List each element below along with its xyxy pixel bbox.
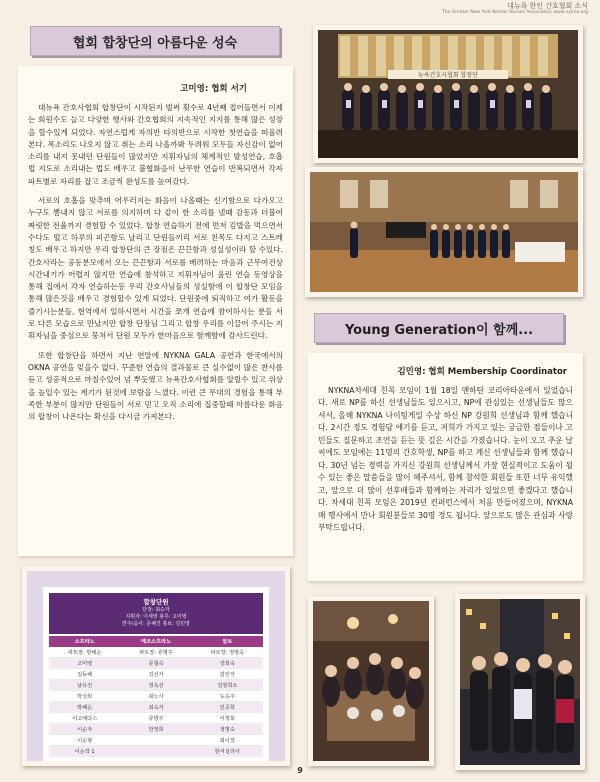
table-row — [49, 746, 263, 757]
masthead-subtitle: The Greater New York Korean Nurses Association www.nykna.org — [441, 10, 588, 15]
program-line: 지휘자: 이세영 총무: 고미영 — [125, 614, 187, 621]
table-row — [49, 647, 263, 658]
table-header: 알토 — [192, 636, 263, 647]
table-cell: 박혜순 — [49, 702, 120, 713]
table-row — [49, 724, 263, 735]
table-cell: 고미영 — [49, 658, 120, 669]
table-cell: 파트장: 방해순 — [49, 647, 120, 658]
page-number: 9 — [297, 766, 303, 775]
table-cell: 강희숙 — [192, 658, 263, 669]
article1-card — [18, 66, 293, 556]
article2-card — [308, 353, 583, 581]
program-parts-table — [49, 636, 263, 757]
choir-program-image — [22, 566, 290, 766]
group-dinner-photo — [308, 596, 434, 766]
table-header: 소프라노 — [49, 636, 120, 647]
table-cell: 류명주 — [120, 713, 191, 724]
table-cell: 정명숙 — [192, 724, 263, 735]
article2-title: Young Generation이 함께... — [314, 313, 564, 343]
article2-paragraph: NYKNA차세대 친목 모임이 1월 18일 맨하탄 코리아타운에서 있었습니다. 새로 NP를 하신 선생님들도 있으시고, NP에 관심있는 선생님들도 많으셔서, 올해 NYKNA 나이팅게일 수상 하신 NP 강원희 선생님과 함께 했습니다. 2시간 정도 경험담 얘기를 듣고, 저희가 가지고 있는 궁금한 점들이나 고민들도 질문하고 조언을 듣는 뜻 깊은 시간을 가졌습니다. 눈이 오고 추운 날씨에도 모임에는 11명의 간호학생, NP를 하고 계신 선생님들과 함께 했습니다. 30년 넘는 경력을 가지신 강원희 선생님께서 가장 현실적이고 도움이 될 수 있는 좋은 말씀들을 많이 해주셔서, 함께 참석한 회원들 또한 너무 유익했고, 앞으로 더 많이 선후배들과 함께하는 자리가 있었으면 좋겠다고 했습니다. 차세대 친목 모임은 2019년 컨퍼런스에서 처음 만들어졌으며, NYKNA 매 행사에서 만나 회원분들로 30명 정도 됩니다. 앞으로도 많은 관심과 사랑 부탁드립니다. — [318, 386, 573, 533]
group-dinner-illustration — [313, 601, 429, 761]
table-cell: 김인자 — [192, 669, 263, 680]
group-street-illustration — [460, 599, 580, 765]
choir-program — [43, 587, 269, 761]
table-cell: 정옥선 — [120, 680, 191, 691]
choir-hall-illustration — [310, 172, 578, 292]
table-cell: 남유진 — [49, 680, 120, 691]
article1-paragraph: 또한 합창단을 하면서 지난 연말에 NYKNA GALA 공연과 한국에서의 OKNA 공연을 잊을수 없다. 꾸준한 연습의 결과물로 큰 실수없이 많은 찬사를 듣고 성공적으로 마칠수있어 넘 뿌듯했고 뉴욕간호사협회를 알릴수 있고 위상을 높일수 있는 계기가 된것에 보람을 느꼈다. 이런 큰 무대의 경험을 통해 부족한 부분이 많지만 단원들이 서로 믿고 오직 소리에 집중할때 아름다운 화음의 합창이 나온다는 확신을 다시금 가져본다. — [28, 350, 283, 422]
table-cell: 이정희 — [192, 713, 263, 724]
article1-paragraph: 서로의 호흡을 맞추며 어우러지는 화음이 나올때는 신기함으로 다가오고 누구도 뽐내지 않고 서로를 의지하며 다 같이 한 소리를 낼때 감동과 더불어 짜릿한 전율까지 경험할 수 있었다. 합창 연습하기 전에 먼저 김밥을 먹으면서 수다도 떨고 하루의 피곤함도 날리고 단원들끼리 서로 친목도 다지고 스트레칭도 배우고 하지만 우리 합창단의 큰 장점은 끈끈함과 성실성이라 할 수있다. 간호사라는 공동분모에서 오는 끈끈함과 서로를 배려하는 마음과 근무여건상 시간내기가 어렵지 않지만 연습에 참석하고 지휘자님이 올린 연습 동영상을 통해 집에서 각자 연습하는등 우리 간호사님들의 성실함에 이 합창단 모임을 통해 많은것을 배우고 경험할수 있게 되었다. 단원중에 퇴직하고 여가 활동을 즐기시는분들, 현역에서 일하시면서 시간을 쪼개 연습에 참여하시는 분들 서로 다른 모습으로 만났지만 합창 단장님 그리고 합창 우리를 이끌어 주시는 지휘자님을 중심으로 뭉쳐서 단원 모두가 한마음으로 함께함에 감사드린다. — [28, 196, 283, 341]
table-cell — [120, 746, 191, 757]
program-line: 반주/음사: 문혜진 홍보: 김민영 — [122, 621, 190, 628]
masthead-title: 대뉴욕 한인 간호협회 소식 — [506, 2, 588, 10]
table-row — [49, 669, 263, 680]
group-street-photo — [455, 594, 585, 770]
table-cell: 김동혜 — [49, 669, 120, 680]
table-row — [49, 658, 263, 669]
table-cell: 문철숙 — [120, 658, 191, 669]
article2-author: 김민영: 협회 Membership Coordinator — [397, 367, 567, 377]
table-row — [49, 702, 263, 713]
article1-title: 협회 합창단의 아름다운 성숙 — [30, 26, 280, 56]
table-cell: 이순형 — [49, 735, 120, 746]
masthead — [442, 3, 588, 16]
table-cell: 최숙자 — [120, 702, 191, 713]
choir-banner-text: 뉴욕간호사협회 합창단 — [418, 72, 478, 79]
choir-stage-photo — [313, 25, 583, 163]
table-row — [49, 691, 263, 702]
table-cell: 민공희 — [192, 702, 263, 713]
table-row — [49, 680, 263, 691]
table-cell: 최이장 — [192, 735, 263, 746]
table-cell: 도옥주 — [192, 691, 263, 702]
table-cell: 김선자 — [120, 669, 191, 680]
choir-stage-illustration — [318, 30, 578, 158]
program-title: 합창단원 — [143, 598, 169, 606]
table-cell: 서고메다스 — [49, 713, 120, 724]
program-header — [49, 593, 263, 634]
table-cell: 파트장: 류명주 — [120, 647, 191, 658]
table-row — [49, 713, 263, 724]
table-cell — [120, 735, 191, 746]
table-cell: 박성희 — [49, 691, 120, 702]
table-cell: 이순자 — [49, 724, 120, 735]
table-cell: 한서실리아 — [192, 746, 263, 757]
table-cell: 한정희 — [120, 724, 191, 735]
table-header: 메조소프라노 — [120, 636, 191, 647]
choir-hall-photo — [305, 167, 583, 297]
table-cell: 파트장: 정명숙 — [192, 647, 263, 658]
table-cell: 최노사 — [120, 691, 191, 702]
table-cell: 이순작 1 — [49, 746, 120, 757]
program-line: 단장: 최승자 — [142, 607, 170, 614]
article1-author: 고미영: 협회 서기 — [180, 84, 247, 94]
article1-paragraph: 대뉴욕 간호사협회 합창단이 시작된지 벌써 횟수로 4년째 접어들면서 이제는 회원수도 늘고 다양한 행사와 간호협회의 지속적인 지지를 통해 많은 성장을 할수있게 되었다. 자연스럽게 자의반 타의반으로 시작한 첫연습을 떠올려 본다. 목소리도 나오지 않고 취는 소리 나올까봐 두려워 모두들 자신감이 없어 소리를 내지 못내던 단원들이 많았지만 지휘자님의 체계적인 발성연습, 호흡법 지도로 소리내는 법도 배우고 불협화음이 난무한 연습이 반복되면서 각자 파트별로 자리를 잡고 조금씩 완성도를 높여갔다. — [28, 103, 283, 186]
table-cell: 김영희소 — [192, 680, 263, 691]
table-row — [49, 735, 263, 746]
